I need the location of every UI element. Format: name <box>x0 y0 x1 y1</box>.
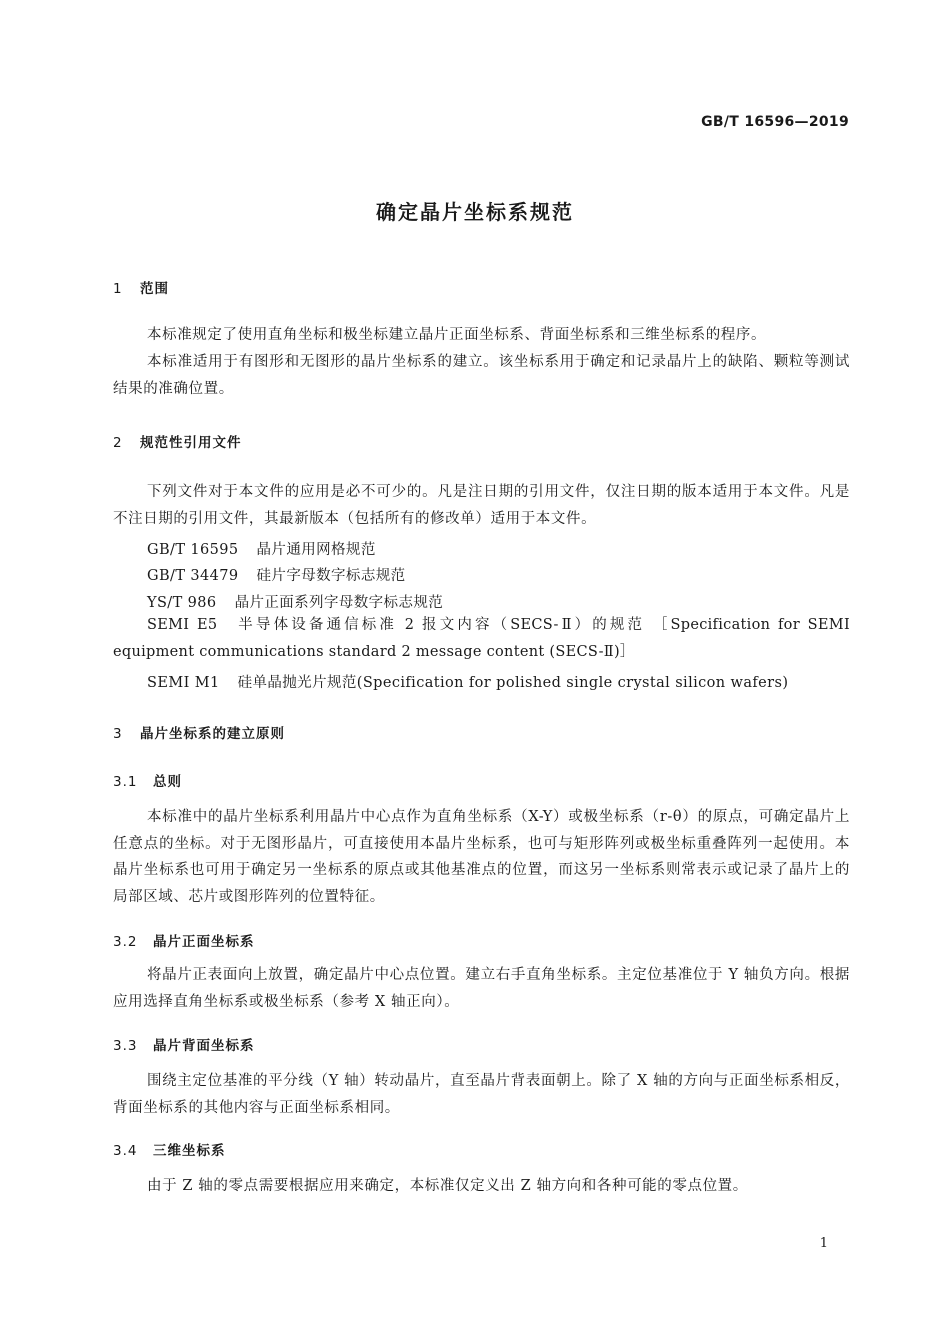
reference-title: 晶片正面系列字母数字标志规范 <box>234 595 444 611</box>
section-3-heading <box>113 722 285 742</box>
reference-title: 硅片字母数字标志规范 <box>256 568 406 584</box>
section-3-4-heading <box>113 1139 226 1159</box>
reference-title: 硅单晶抛光片规范(Specification for polished single crystal silicon wafers) <box>237 675 789 691</box>
section-number: 2 <box>113 435 123 451</box>
section-3-3-paragraph: 围绕主定位基准的平分线（Y 轴）转动晶片，直至晶片背表面朝上。除了 X 轴的方向与正面坐标系相反，背面坐标系的其他内容与正面坐标系相同。 <box>113 1073 850 1116</box>
section-number: 3.2 <box>113 934 138 950</box>
reference-code: SEMI M1 <box>147 675 220 691</box>
reference-item <box>147 538 376 559</box>
section-title: 晶片背面坐标系 <box>153 1038 255 1054</box>
standard-number: GB/T 16596—2019 <box>701 114 849 130</box>
section-number: 3.3 <box>113 1038 138 1054</box>
reference-title: 晶片通用网格规范 <box>256 542 376 558</box>
section-number: 3.4 <box>113 1143 138 1159</box>
section-1-paragraph-2: 本标准适用于有图形和无图形的晶片坐标系的建立。该坐标系用于确定和记录晶片上的缺陷、颗粒等测试结果的准确位置。 <box>113 354 850 397</box>
section-title: 规范性引用文件 <box>140 435 242 451</box>
reference-code: GB/T 34479 <box>147 568 239 584</box>
section-2-paragraph: 下列文件对于本文件的应用是必不可少的。凡是注日期的引用文件，仅注日期的版本适用于本文件。凡是不注日期的引用文件，其最新版本（包括所有的修改单）适用于本文件。 <box>113 484 850 527</box>
document-title: 确定晶片坐标系规范 <box>376 200 574 224</box>
section-number: 3.1 <box>113 774 138 790</box>
section-number: 1 <box>113 281 123 297</box>
section-1-heading <box>113 277 169 297</box>
reference-title: 半导体设备通信标准 2 报文内容（SECS-Ⅱ）的规范 ［Specification for SEMI equipment communications standard 2 message content (SECS-Ⅱ)］ <box>113 617 850 660</box>
reference-code: YS/T 986 <box>147 595 217 611</box>
section-title: 总则 <box>153 774 182 790</box>
section-title: 晶片正面坐标系 <box>153 934 255 950</box>
reference-code: GB/T 16595 <box>147 542 239 558</box>
section-2-heading <box>113 431 242 451</box>
section-3-1-heading <box>113 770 182 790</box>
section-title: 三维坐标系 <box>153 1143 226 1159</box>
section-number: 3 <box>113 726 123 742</box>
section-3-2-heading <box>113 930 255 950</box>
reference-item <box>147 564 406 585</box>
reference-item <box>113 612 850 665</box>
reference-item <box>147 671 788 692</box>
page-number: 1 <box>819 1236 828 1251</box>
section-title: 晶片坐标系的建立原则 <box>140 726 285 742</box>
section-3-2-paragraph: 将晶片正表面向上放置，确定晶片中心点位置。建立右手直角坐标系。主定位基准位于 Y 轴负方向。根据应用选择直角坐标系或极坐标系（参考 X 轴正向）。 <box>113 967 850 1010</box>
section-1-paragraph-1: 本标准规定了使用直角坐标和极坐标建立晶片正面坐标系、背面坐标系和三维坐标系的程序。 <box>147 327 767 343</box>
section-3-3-heading <box>113 1034 255 1054</box>
reference-item <box>147 591 443 612</box>
section-3-1-paragraph: 本标准中的晶片坐标系利用晶片中心点作为直角坐标系（X-Y）或极坐标系（r-θ）的原点，可确定晶片上任意点的坐标。对于无图形晶片，可直接使用本晶片坐标系，也可与矩形阵列或极坐标重叠阵列一起使用。本晶片坐标系也可用于确定另一坐标系的原点或其他基准点的位置，而这另一坐标系则常表示或记录了晶片上的局部区域、芯片或图形阵列的位置特征。 <box>113 809 850 905</box>
reference-code: SEMI E5 <box>147 617 218 633</box>
section-title: 范围 <box>140 281 169 297</box>
section-3-4-paragraph: 由于 Z 轴的零点需要根据应用来确定，本标准仅定义出 Z 轴方向和各种可能的零点位置。 <box>147 1178 748 1194</box>
